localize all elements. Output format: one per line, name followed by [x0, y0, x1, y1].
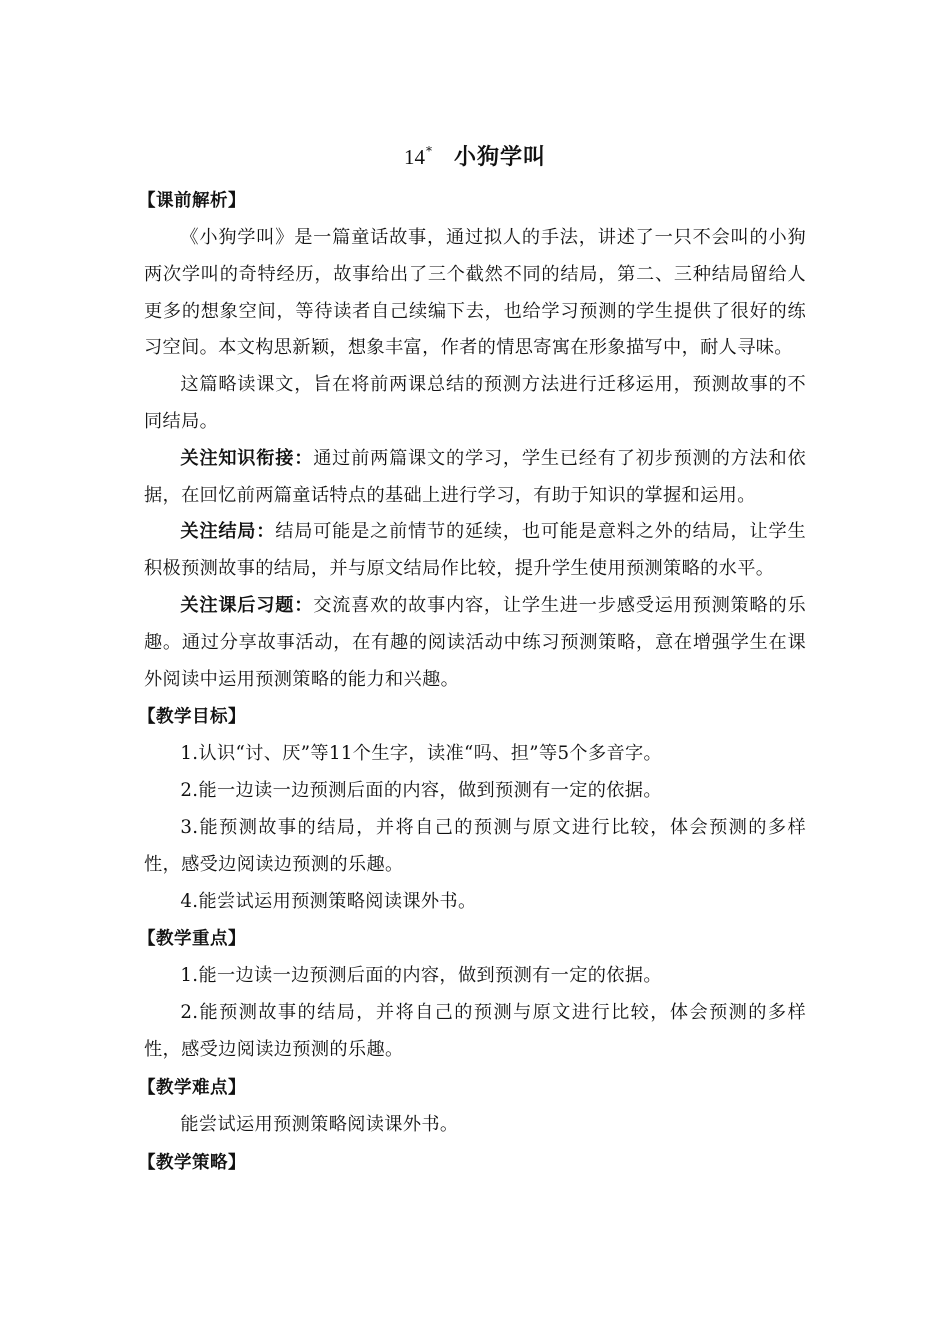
analysis-paragraph-1: 《小狗学叫》是一篇童话故事，通过拟人的手法，讲述了一只不会叫的小狗两次学叫的奇特经历，故事给出了三个截然不同的结局，第二、三种结局留给人更多的想象空间，等待读者自己续编下去，也给学习预测的学生提供了很好的练习空间。本文构思新颖，想象丰富，作者的情思寄寓在形象描写中，耐人寻味。	[144, 227, 806, 359]
key-point-item: 1.能一边读一边预测后面的内容，做到预测有一定的依据。	[180, 965, 662, 987]
document-body	[138, 182, 806, 1182]
analysis-paragraph-5	[144, 588, 806, 698]
lesson-mark: *	[425, 144, 432, 158]
ending-label: 关注结局：	[180, 521, 276, 543]
analysis-paragraph-3	[144, 441, 806, 515]
ending-text: 结局可能是之前情节的延续，也可能是意料之外的结局，让学生积极预测故事的结局，并与原文结局作比较，提升学生使用预测策略的水平。	[144, 521, 806, 580]
knowledge-link-label: 关注知识衔接：	[180, 447, 314, 469]
goal-item: 3.能预测故事的结局，并将自己的预测与原文进行比较，体会预测的多样性，感受边阅读边预测的乐趣。	[144, 816, 806, 875]
exercise-label: 关注课后习题：	[180, 594, 314, 616]
section-heading-difficulties: 【教学难点】	[138, 1077, 246, 1098]
section-heading-goals: 【教学目标】	[138, 707, 246, 728]
knowledge-link-text: 通过前两篇课文的学习，学生已经有了初步预测的方法和依据，在回忆前两篇童话特点的基础上进行学习，有助于知识的掌握和运用。	[144, 447, 806, 506]
lesson-number: 14	[403, 145, 425, 169]
goal-item: 2.能一边读一边预测后面的内容，做到预测有一定的依据。	[180, 780, 662, 802]
goal-item: 1.认识“讨、厌”等11个生字，读准“吗、担”等5个多音字。	[180, 743, 663, 765]
section-heading-strategy: 【教学策略】	[138, 1152, 246, 1173]
exercise-text: 交流喜欢的故事内容，让学生进一步感受运用预测策略的乐趣。通过分享故事活动，在有趣的阅读活动中练习预测策略，意在增强学生在课外阅读中运用预测策略的能力和兴趣。	[144, 594, 806, 690]
goal-item: 4.能尝试运用预测策略阅读课外书。	[180, 890, 477, 912]
section-heading-analysis: 【课前解析】	[138, 191, 246, 211]
section-heading-key-points: 【教学重点】	[138, 929, 246, 950]
key-point-item: 2.能预测故事的结局，并将自己的预测与原文进行比较，体会预测的多样性，感受边阅读边预测的乐趣。	[144, 1002, 806, 1060]
analysis-paragraph-4	[144, 514, 806, 588]
lesson-title	[0, 134, 950, 175]
lesson-name: 小狗学叫	[453, 145, 546, 170]
difficulty-text: 能尝试运用预测策略阅读课外书。	[180, 1113, 459, 1135]
analysis-paragraph-2: 这篇略读课文，旨在将前两课总结的预测方法进行迁移运用，预测故事的不同结局。	[144, 374, 806, 432]
